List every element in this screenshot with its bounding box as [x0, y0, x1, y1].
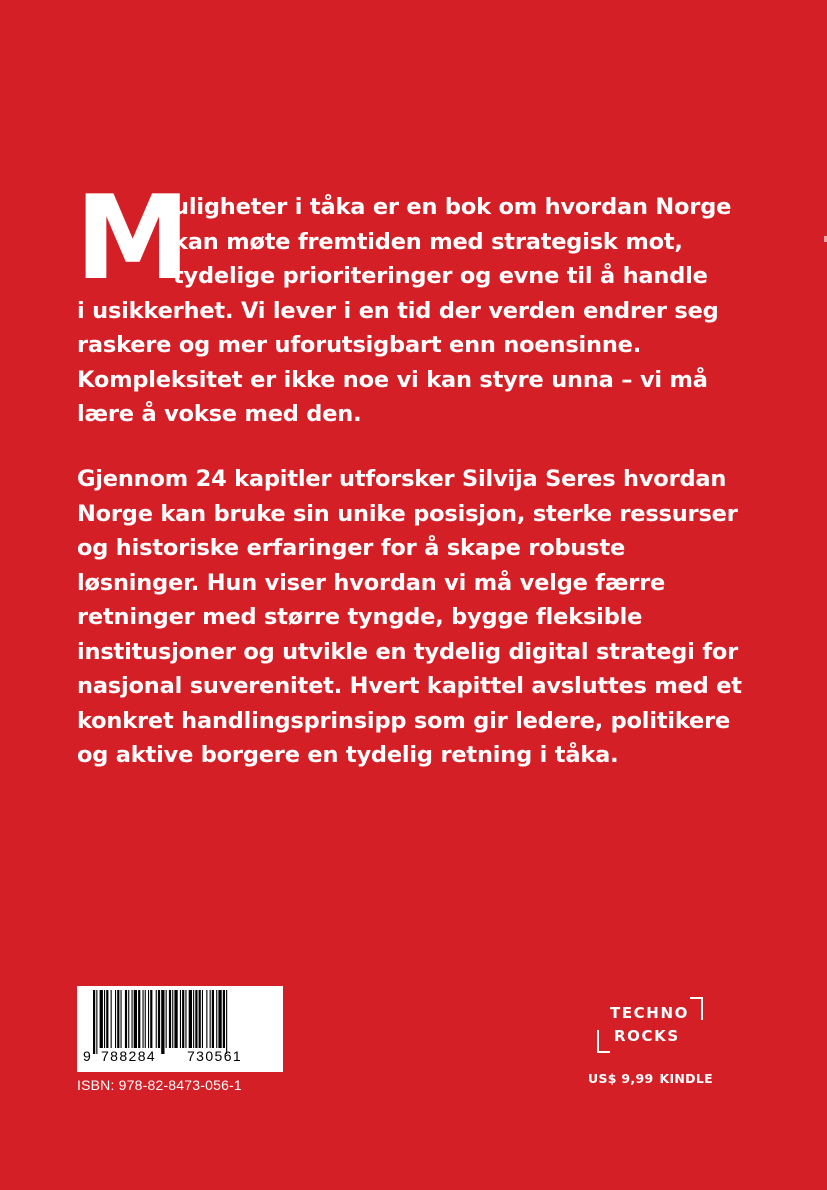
paragraph-line: kan møte fremtiden med strategisk mot,	[173, 228, 683, 255]
barcode-bar	[115, 990, 116, 1048]
barcode-bar	[180, 990, 181, 1048]
barcode-bar	[128, 990, 129, 1048]
paragraph-line: retninger med større tyngde, bygge fleksible	[77, 604, 643, 630]
paragraph-line: nasjonal suverenitet. Hvert kapittel avsluttes med et	[77, 673, 742, 699]
barcode-bar	[148, 990, 149, 1048]
barcode-bar	[216, 990, 217, 1048]
barcode-bar	[150, 990, 152, 1048]
barcode-bar	[132, 990, 133, 1048]
barcode-bar	[206, 990, 207, 1048]
barcode-digit-first: 9	[83, 1048, 93, 1064]
barcode-bar	[172, 990, 173, 1048]
drop-cap-letter: M	[75, 171, 187, 306]
barcode-bar	[106, 990, 108, 1048]
barcode-digit-group-1: 788284	[101, 1048, 157, 1064]
barcode-bar	[93, 990, 95, 1054]
barcode-bar	[226, 990, 227, 1054]
barcode-bar	[189, 990, 192, 1048]
barcode-bar	[202, 990, 203, 1048]
price-label	[588, 1071, 719, 1086]
barcode-bar	[158, 990, 160, 1048]
description-paragraph-2	[77, 462, 742, 773]
paragraph-line: konkret handlingsprinsipp som gir ledere, politikere	[77, 707, 731, 734]
barcode-bar	[143, 990, 144, 1048]
barcode-bar	[223, 990, 225, 1048]
description-paragraph-1	[75, 171, 732, 432]
barcode-bar	[199, 990, 201, 1048]
paragraph-line: løsninger. Hun viser hvordan vi må velge færre	[77, 569, 666, 596]
price-amount: US$ 9,99	[588, 1071, 654, 1086]
paragraph-line: og aktive borgere en tydelig retning i tåka.	[77, 742, 619, 768]
paragraph-line: raskere og mer uforutsigbart enn noensinne.	[77, 332, 642, 358]
barcode-bar	[193, 990, 194, 1048]
paragraph-line: Norge kan bruke sin unike posisjon, sterke ressurser	[77, 500, 738, 527]
price-format: KINDLE	[659, 1071, 713, 1086]
barcode-bar	[121, 990, 122, 1048]
paragraph-line: Kompleksitet er ikke noe vi kan styre unna – vi må	[77, 366, 708, 393]
barcode-bar	[96, 990, 97, 1054]
barcode-bar	[125, 990, 127, 1048]
barcode-bar	[212, 990, 214, 1048]
paragraph-line: tydelige prioriteringer og evne til å handle	[173, 263, 708, 289]
barcode-digit-group-2: 730561	[187, 1048, 243, 1064]
barcode-bar	[117, 990, 119, 1048]
paragraph-line: Gjennom 24 kapitler utforsker Silvija Seres hvordan	[77, 466, 727, 492]
barcode-bar	[138, 990, 140, 1048]
barcode-bar	[111, 990, 112, 1048]
isbn-barcode	[77, 986, 283, 1072]
paragraph-line: uligheter i tåka er en bok om hvordan Norge	[173, 194, 732, 220]
barcode-bar	[182, 990, 184, 1048]
isbn-text: ISBN: 978-82-8473-056-1	[77, 1077, 242, 1093]
barcode-bar	[195, 990, 197, 1048]
barcode-bar	[134, 990, 137, 1048]
barcode-bar	[156, 990, 157, 1048]
barcode-bar	[166, 990, 167, 1048]
barcode-bar	[169, 990, 171, 1048]
barcode-bar	[218, 990, 221, 1048]
logo-text-line-1: TECHNO	[610, 1004, 689, 1022]
paragraph-line: institusjoner og utvikle en tydelig digital strategi for	[77, 638, 739, 665]
logo-text-line-2: ROCKS	[614, 1027, 680, 1045]
barcode-bar	[100, 990, 103, 1048]
paragraph-line: i usikkerhet. Vi lever i en tid der verden endrer seg	[77, 297, 719, 324]
barcode-bar	[185, 990, 186, 1048]
barcode-bar	[174, 990, 177, 1048]
barcode-bar	[161, 990, 164, 1054]
barcode-bar	[210, 990, 211, 1048]
barcode-bar	[145, 990, 146, 1048]
barcode-bar	[104, 990, 105, 1048]
paragraph-line: lære å vokse med den.	[77, 401, 362, 427]
publisher-logo	[596, 996, 706, 1054]
paragraph-line: og historiske erfaringer for å skape robuste	[77, 535, 626, 561]
